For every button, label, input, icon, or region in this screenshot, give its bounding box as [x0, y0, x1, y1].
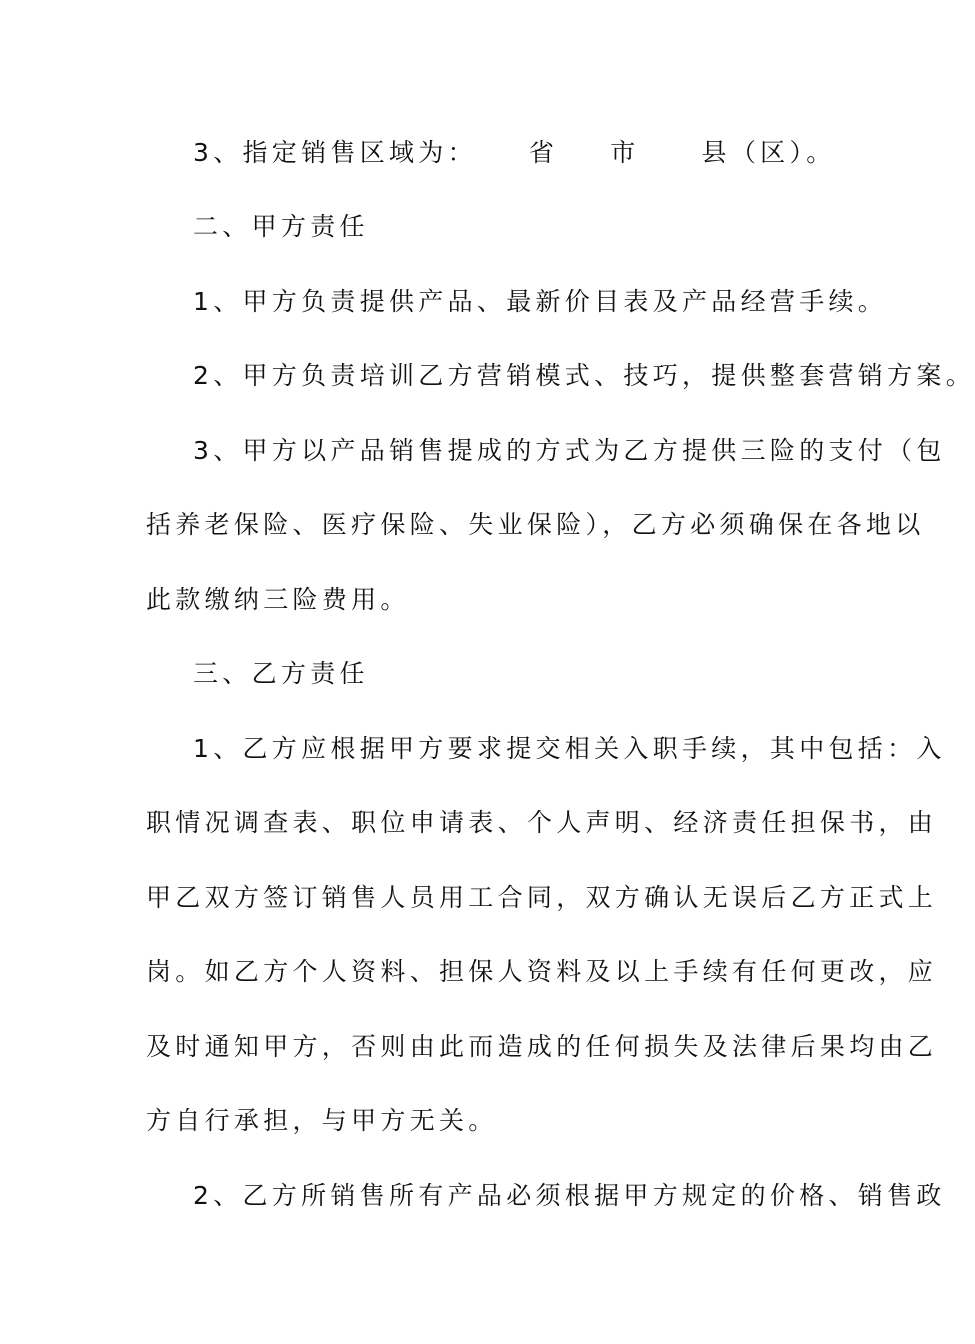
region-county: 县（区）。 — [701, 138, 836, 167]
party-a-clause-3-line-2: 括养老保险、医疗保险、失业保险），乙方必须确保在各地以 — [146, 510, 925, 539]
section-heading-party-a: 二、甲方责任 — [193, 212, 369, 241]
party-b-clause-1-line-5: 及时通知甲方，否则由此而造成的任何损失及法律后果均由乙 — [146, 1032, 938, 1061]
region-prefix: 3、指定销售区域为： — [193, 138, 477, 167]
party-b-clause-1-line-2: 职情况调查表、职位申请表、个人声明、经济责任担保书，由 — [146, 808, 938, 837]
party-a-clause-3-line-3: 此款缴纳三险费用。 — [146, 585, 410, 614]
party-a-clause-1: 1、甲方负责提供产品、最新价目表及产品经营手续。 — [193, 287, 888, 316]
party-b-clause-1-line-4: 岗。如乙方个人资料、担保人资料及以上手续有任何更改，应 — [146, 957, 938, 986]
party-b-clause-1-line-1: 1、乙方应根据甲方要求提交相关入职手续，其中包括：入 — [193, 734, 946, 763]
party-a-clause-3-line-1: 3、甲方以产品销售提成的方式为乙方提供三险的支付（包 — [193, 436, 946, 465]
region-clause — [193, 136, 836, 170]
party-b-clause-2-line-1: 2、乙方所销售所有产品必须根据甲方规定的价格、销售政 — [193, 1181, 946, 1210]
region-city: 市 — [610, 138, 640, 167]
party-b-clause-1-line-3: 甲乙双方签订销售人员用工合同，双方确认无误后乙方正式上 — [146, 883, 938, 912]
section-heading-party-b: 三、乙方责任 — [193, 659, 369, 688]
region-province: 省 — [528, 138, 559, 167]
party-b-clause-1-line-6: 方自行承担，与甲方无关。 — [146, 1106, 498, 1135]
party-a-clause-2: 2、甲方负责培训乙方营销模式、技巧，提供整套营销方案。 — [193, 361, 975, 390]
